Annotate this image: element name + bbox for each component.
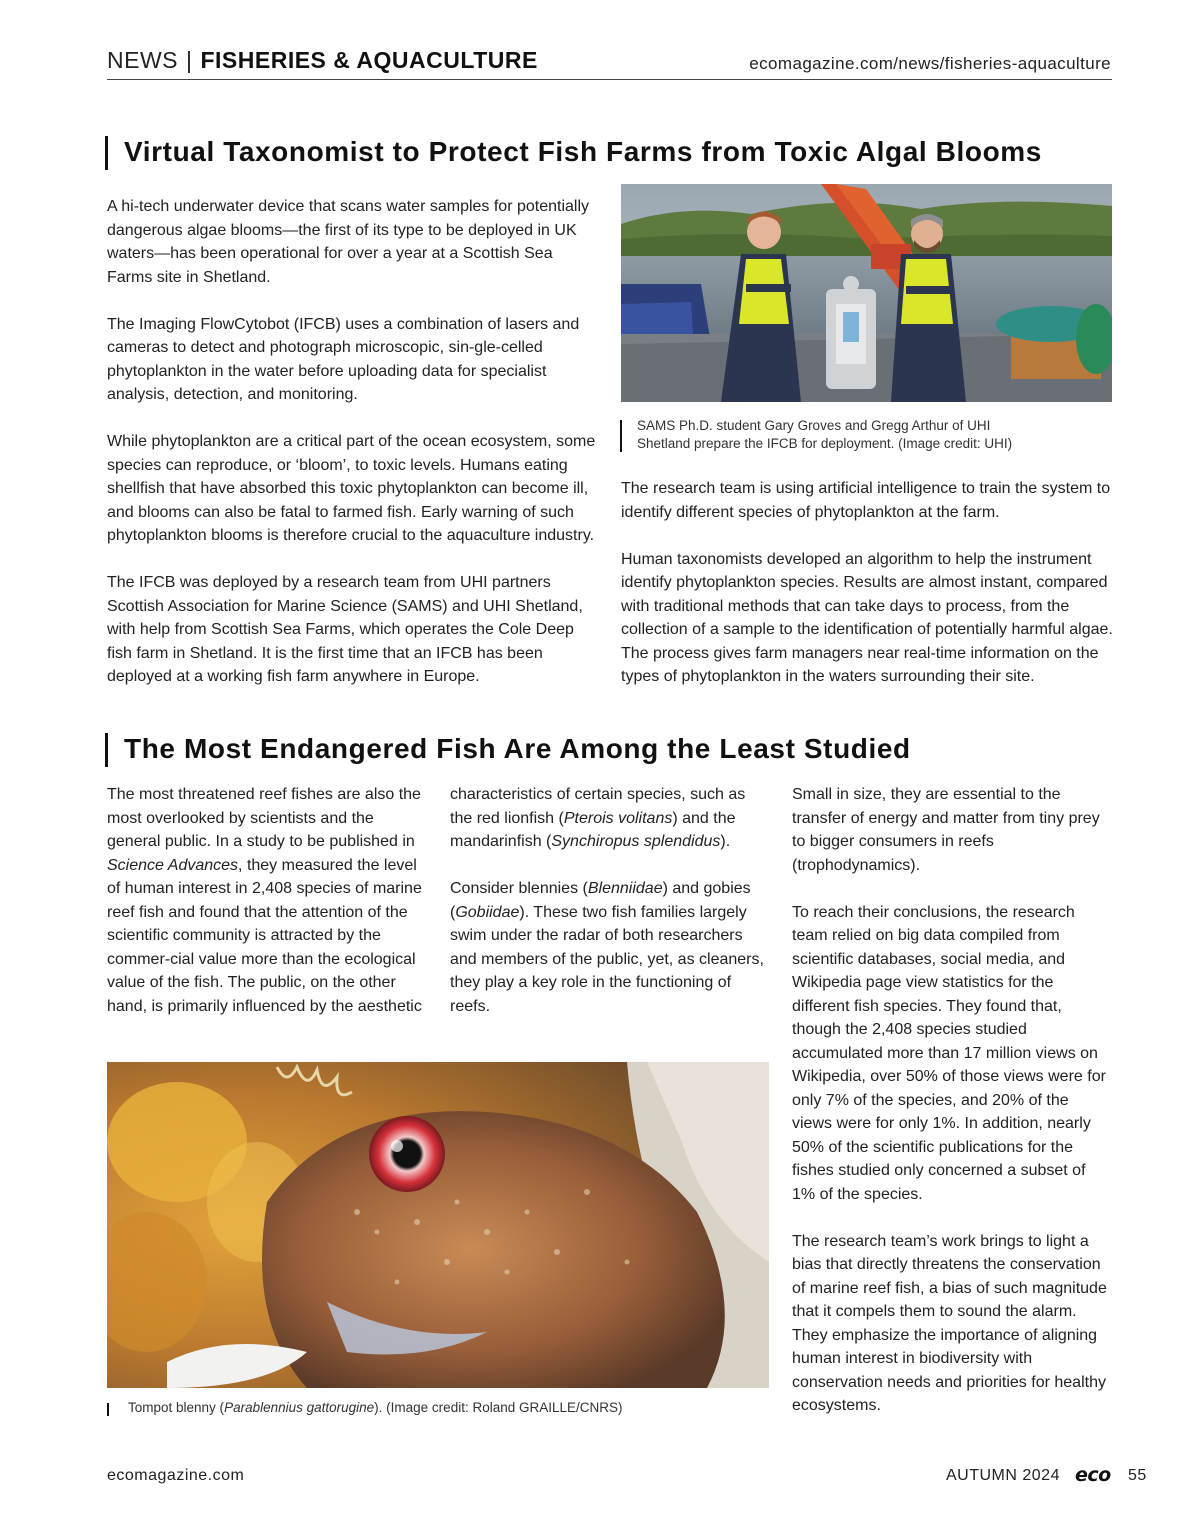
text-run: ). (Image credit: Roland GRAILLE/CNRS) <box>374 1400 623 1415</box>
text-run: ). <box>720 833 731 850</box>
section-label: NEWS <box>107 47 178 73</box>
article2-paragraph <box>450 783 765 854</box>
species-name: Pterois volitans <box>563 809 673 827</box>
family-name: Blenniidae <box>587 880 663 897</box>
header-separator: | <box>186 47 193 73</box>
heading-accent-bar <box>105 733 108 767</box>
article2-column-2 <box>450 783 765 1018</box>
blenny-photo <box>107 1062 769 1388</box>
caption-accent-bar <box>620 420 622 452</box>
article1-paragraph: The IFCB was deployed by a research team from UHI partners Scottish Association for Marine Science (SAMS) and UHI Shetland, with help from Scottish Sea Farms, which operates the Cole Deep fish farm in Shetland. It is the first time that an IFCB has been deployed at a working fish farm anywhere in Europe. <box>107 574 583 685</box>
article2-column-1 <box>107 783 422 1018</box>
footer-issue: AUTUMN 2024 <box>946 1467 1060 1484</box>
article1-right-column <box>621 477 1116 689</box>
footer-site[interactable]: ecomagazine.com <box>107 1467 245 1484</box>
researchers-photo <box>621 184 1112 402</box>
header-divider <box>107 79 1112 80</box>
blenny-photo-illustration <box>107 1062 769 1388</box>
species-name: Parablennius gattorugine <box>224 1400 375 1415</box>
species-name: Synchiropus splendidus <box>551 833 721 850</box>
article1-left-column <box>107 195 602 689</box>
text-run: The most threatened reef fishes are also the most overlooked by scientists and the general public. In a study to be published in <box>107 786 421 850</box>
header-url[interactable]: ecomagazine.com/news/fisheries-aquaculture <box>749 54 1111 73</box>
text-run: ) and the mandarinfish ( <box>450 809 736 850</box>
text-run: Tompot blenny ( <box>128 1400 225 1415</box>
text-run: ). These two fish families largely swim under the radar of both researchers and members of the public, yet, as cleaners, they play a key role in the functioning of reefs. <box>450 903 764 1015</box>
article1-title: Virtual Taxonomist to Protect Fish Farms from Toxic Algal Blooms <box>124 136 1042 167</box>
article1-paragraph: The research team is using artificial intelligence to train the system to identify different species of phytoplankton at the farm. <box>621 480 1111 521</box>
family-name: Gobiidae <box>455 903 520 921</box>
researchers-photo-illustration <box>621 184 1112 402</box>
article1-paragraph: The Imaging FlowCytobot (IFCB) uses a combination of lasers and cameras to detect and photograph microscopic, sin-gle-celled phytoplankton in the water before uploading data for specialist analysis, detection, and monitoring. <box>107 315 580 403</box>
heading-accent-bar <box>105 136 108 170</box>
text-run: Consider blennies ( <box>450 880 588 897</box>
article2-paragraph <box>450 877 765 1018</box>
article1-paragraph: Human taxonomists developed an algorithm to help the instrument identify phytoplankton species. Results are almost instant, compared with traditional methods that can take days to process, from the collection of a sample to the identification of potentially harmful algae. The process gives farm managers near real-time information on the types of phytoplankton in the waters surrounding their site. <box>621 550 1113 685</box>
category-label: FISHERIES & AQUACULTURE <box>200 47 538 73</box>
text-run: characteristics of certain species, such as the red lionfish ( <box>450 786 746 827</box>
article2-column-3 <box>792 783 1112 1418</box>
article2-paragraph: The research team’s work brings to light a bias that directly threatens the conservation of marine reef fish, a bias of such magnitude that it compels them to sound the alarm. They emphasize the importance of aligning human interest in biodiversity with conservation needs and priorities for healthy ecosystems. <box>792 1232 1107 1414</box>
text-run: , they measured the level of human interest in 2,408 species of marine reef fish and found that the attention of the scientific community is attracted by the commer-cial value more than the ecological value of the fish. The public, on the other hand, is primarily influenced by the aesthetic <box>107 856 422 1015</box>
article1-paragraph: While phytoplankton are a critical part of the ocean ecosystem, some species can reproduce, or ‘bloom’, to toxic levels. Humans eating shellfish that have absorbed this toxic phytoplankton can become ill, and blooms can also be fatal to farmed fish. Early warning of such phytoplankton blooms is therefore crucial to the aquaculture industry. <box>107 433 596 544</box>
section-header <box>107 47 538 74</box>
article2-title: The Most Endangered Fish Are Among the Least Studied <box>124 733 911 764</box>
page-number: 55 <box>1128 1467 1147 1484</box>
text-run: ) and gobies ( <box>450 880 751 921</box>
caption-accent-bar <box>107 1403 109 1416</box>
journal-name: Science Advances <box>107 856 239 874</box>
researchers-photo-caption: SAMS Ph.D. student Gary Groves and Gregg Arthur of UHI Shetland prepare the IFCB for deployment. (Image credit: UHI) <box>637 418 1013 451</box>
article2-paragraph: To reach their conclusions, the research team relied on big data compiled from scientific databases, social media, and Wikipedia page view statistics for the different fish species. They found that, though the 2,408 species studied accumulated more than 17 million views on Wikipedia, over 50% of those views were for only 7% of the species, and 20% of the views were for only 1%. In addition, nearly 50% of the scientific publications for the fishes studied only concerned a subset of 1% of the species. <box>792 903 1106 1203</box>
article1-paragraph: A hi-tech underwater device that scans water samples for potentially dangerous algae blooms—the first of its type to be deployed in UK waters—has been operational for over a year at a Scottish Sea Farms site in Shetland. <box>107 198 590 286</box>
eco-logo: eco <box>1075 1464 1111 1486</box>
article2-paragraph: Small in size, they are essential to the transfer of energy and matter from tiny prey to bigger consumers in reefs (trophodynamics). <box>792 786 1100 874</box>
blenny-photo-caption <box>128 1399 728 1417</box>
article2-paragraph <box>107 783 422 1018</box>
